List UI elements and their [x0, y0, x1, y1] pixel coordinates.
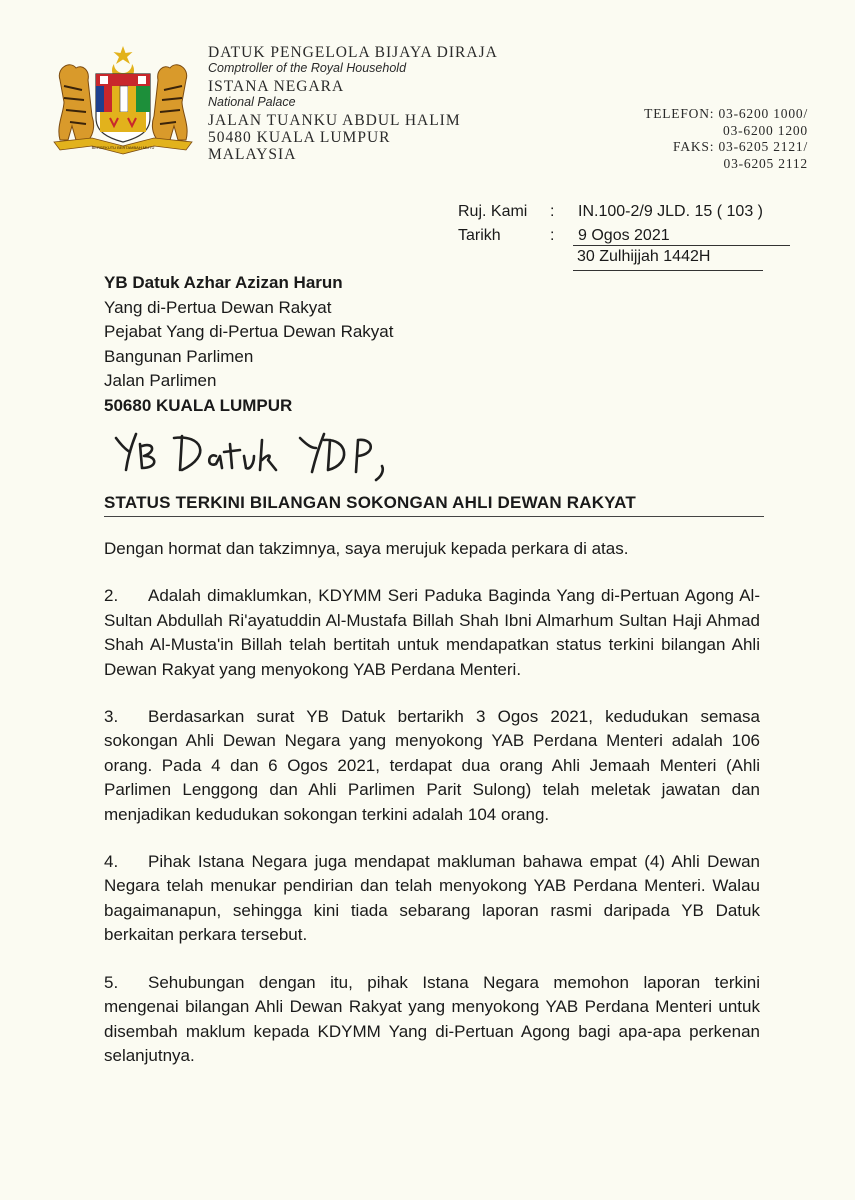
crest-motto: BERSEKUTU BERTAMBAH MUTU: [91, 145, 155, 150]
paragraph-4: [104, 850, 760, 948]
paragraph-3: [104, 705, 760, 827]
opening-paragraph: Dengan hormat dan takzimnya, saya merujuk kepada perkara di atas.: [104, 539, 629, 558]
paragraph-text: Pihak Istana Negara juga mendapat makluman bahawa empat (4) Ahli Dewan Negara telah menukar pendirian dan telah menyokong YAB Perdana Menteri. Walau bagaimanapun, sehingga kini tiada sebarang laporan rasmi daripada YB Datuk berkaitan perkara tersebut.: [104, 852, 760, 945]
reference-row: [458, 200, 763, 224]
country: MALAYSIA: [208, 146, 297, 163]
date-label: Tarikh: [458, 227, 501, 244]
date-value: 9 Ogos 2021: [578, 227, 670, 244]
paragraph-number: 2.: [104, 586, 119, 606]
recipient-title: Yang di-Pertua Dewan Rakyat: [104, 297, 332, 317]
phone-line-2: 03-6200 1200: [723, 122, 808, 138]
paragraph-2: [104, 584, 760, 682]
palace-name-english: National Palace: [208, 95, 296, 109]
reference-label: Ruj. Kami: [458, 203, 528, 220]
recipient-office: Pejabat Yang di-Pertua Dewan Rakyat: [104, 322, 394, 342]
coat-of-arms-logo: [52, 46, 194, 156]
date-colon: :: [550, 227, 555, 244]
recipient-address: [104, 271, 394, 419]
letter-body: [104, 537, 760, 1068]
reference-block: [458, 200, 763, 248]
handwritten-salutation: [112, 426, 402, 482]
date-underline: [573, 245, 790, 246]
paragraph-number: 5.: [104, 972, 119, 992]
paragraph-number: 4.: [104, 852, 119, 872]
paragraph-5: [104, 971, 760, 1069]
paragraph-text: Sehubungan dengan itu, pihak Istana Negara memohon laporan terkini mengenai bilangan Ahli Dewan Rakyat yang menyokong YAB Perdana Menteri untuk disembah maklum kepada KDYMM Yang di-Pertuan Agong bagi apa-apa perkenan selanjutnya.: [104, 972, 760, 1065]
fax-line-1: FAKS: 03-6205 2121/: [673, 139, 808, 154]
paragraph-text: Adalah dimaklumkan, KDYMM Seri Paduka Baginda Yang di-Pertuan Agong Al-Sultan Abdullah Ri'ayatuddin Al-Mustafa Billah Shah Ibni Almarhum Sultan Haji Ahmad Shah Al-Musta'in Billah telah bertitah untuk mendapatkan status terkini bilangan Ahli Dewan Rakyat yang menyokong YAB Perdana Menteri.: [104, 586, 760, 679]
phone-line-1: TELEFON: 03-6200 1000/: [644, 106, 808, 121]
subject-underline: [104, 516, 764, 517]
recipient-street: Jalan Parlimen: [104, 371, 217, 391]
recipient-city: 50680 KUALA LUMPUR: [104, 395, 293, 415]
reference-colon: :: [550, 203, 555, 220]
paragraph-number: 3.: [104, 707, 119, 727]
hijri-date: 30 Zulhijjah 1442H: [577, 248, 711, 265]
fax-line-2: 03-6205 2112: [723, 155, 808, 171]
contact-numbers: [558, 106, 808, 172]
org-name: DATUK PENGELOLA BIJAYA DIRAJA: [208, 44, 498, 61]
hijri-underline: [573, 270, 763, 271]
letter-subject: STATUS TERKINI BILANGAN SOKONGAN AHLI DEWAN RAKYAT: [104, 493, 636, 512]
letterhead: [208, 44, 568, 163]
palace-name: ISTANA NEGARA: [208, 78, 345, 95]
street-address: JALAN TUANKU ABDUL HALIM: [208, 112, 461, 129]
city-address: 50480 KUALA LUMPUR: [208, 129, 391, 146]
reference-number: IN.100-2/9 JLD. 15 ( 103 ): [578, 203, 763, 220]
org-name-english: Comptroller of the Royal Household: [208, 61, 407, 75]
recipient-name: YB Datuk Azhar Azizan Harun: [104, 273, 343, 292]
recipient-building: Bangunan Parlimen: [104, 346, 254, 366]
paragraph-text: Berdasarkan surat YB Datuk bertarikh 3 Ogos 2021, kedudukan semasa sokongan Ahli Dewan Negara yang menyokong YAB Perdana Menteri adalah 106 orang. Pada 4 dan 6 Ogos 2021, terdapat dua orang Ahli Jemaah Menteri (Ahli Parlimen Lenggong dan Ahli Parlimen Parit Sulong) telah meletak jawatan dan menjadikan kedudukan sokongan terkini adalah 104 orang.: [104, 707, 760, 824]
